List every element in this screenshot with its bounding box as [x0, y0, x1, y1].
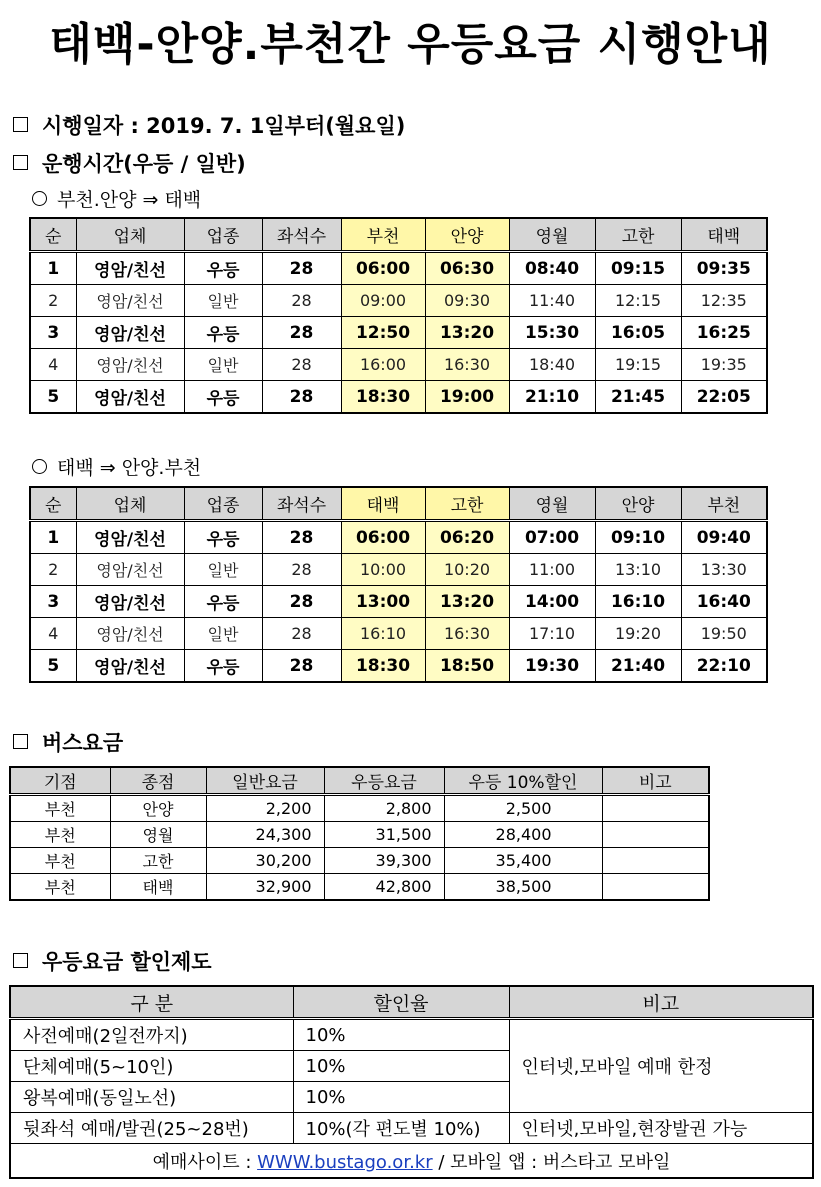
column-header: 할인율	[293, 986, 509, 1019]
column-header: 고한	[425, 487, 509, 521]
schedule1-heading-text: 부천.안양 ⇒ 태백	[57, 189, 202, 211]
table-cell: 일반	[184, 554, 262, 586]
column-header: 비고	[509, 986, 813, 1019]
table-cell: 13:10	[595, 554, 681, 586]
table-cell: 06:30	[425, 252, 509, 285]
table-cell: 1	[30, 252, 76, 285]
schedule1-heading	[32, 185, 201, 212]
table-row	[10, 874, 709, 901]
table-cell: 19:15	[595, 349, 681, 381]
table-row	[30, 618, 767, 650]
table-row	[30, 586, 767, 618]
table-cell: 18:30	[341, 381, 425, 414]
start-date-text: 시행일자 : 2019. 7. 1일부터(월요일)	[42, 114, 406, 138]
table-row	[10, 1113, 813, 1144]
column-header: 업종	[184, 487, 262, 521]
column-header: 우등요금	[324, 767, 444, 795]
table-cell: 15:30	[509, 317, 595, 349]
table-header-row	[10, 767, 709, 795]
table-cell	[602, 848, 709, 874]
table-cell: 고한	[110, 848, 206, 874]
table-cell: 12:15	[595, 285, 681, 317]
table-cell: 4	[30, 349, 76, 381]
discount-type-cell: 왕복예매(동일노선)	[10, 1082, 293, 1113]
discount-rate-cell: 10%	[293, 1019, 509, 1051]
column-header: 안양	[595, 487, 681, 521]
discount-rate-cell: 10%	[293, 1082, 509, 1113]
table-cell: 12:35	[681, 285, 767, 317]
column-header: 안양	[425, 218, 509, 252]
column-header: 영월	[509, 218, 595, 252]
table-cell: 06:20	[425, 521, 509, 554]
column-header: 태백	[681, 218, 767, 252]
column-header: 비고	[602, 767, 709, 795]
table-cell: 09:40	[681, 521, 767, 554]
table-row	[30, 381, 767, 414]
table-cell: 영암/친선	[76, 349, 184, 381]
table-row	[30, 252, 767, 285]
table-cell: 19:00	[425, 381, 509, 414]
table-cell: 우등	[184, 586, 262, 618]
table-header-row	[30, 487, 767, 521]
table-cell: 28	[262, 618, 341, 650]
discount-note-all: 인터넷,모바일,현장발권 가능	[509, 1113, 813, 1144]
table-cell: 영암/친선	[76, 554, 184, 586]
booking-site-link[interactable]: WWW.bustago.or.kr	[257, 1151, 433, 1173]
table-cell: 06:00	[341, 252, 425, 285]
circle-bullet-icon	[32, 459, 47, 474]
table-cell: 태백	[110, 874, 206, 901]
discount-type-cell: 단체예매(5~10인)	[10, 1051, 293, 1082]
table-row	[10, 1019, 813, 1051]
schedule2-heading	[32, 453, 201, 480]
table-cell: 28	[262, 252, 341, 285]
table-cell: 13:20	[425, 586, 509, 618]
table-cell: 32,900	[206, 874, 324, 901]
checkbox-square-icon	[13, 117, 28, 132]
table-row	[30, 349, 767, 381]
table-header-row	[30, 218, 767, 252]
column-header: 고한	[595, 218, 681, 252]
table-cell: 11:40	[509, 285, 595, 317]
discount-heading	[13, 946, 212, 976]
table-cell: 09:35	[681, 252, 767, 285]
page-title: 태백-안양.부천간 우등요금 시행안내	[49, 19, 772, 70]
table-cell: 영암/친선	[76, 618, 184, 650]
table-cell: 일반	[184, 618, 262, 650]
table-cell: 우등	[184, 381, 262, 414]
table-cell: 5	[30, 381, 76, 414]
checkbox-square-icon	[13, 155, 28, 170]
discount-type-cell: 뒷좌석 예매/발권(25~28번)	[10, 1113, 293, 1144]
table-cell: 부천	[10, 874, 110, 901]
table-cell: 16:10	[341, 618, 425, 650]
table-cell: 13:30	[681, 554, 767, 586]
start-date-line	[13, 110, 405, 140]
table-cell: 21:45	[595, 381, 681, 414]
fare-heading-text: 버스요금	[42, 731, 124, 755]
column-header: 순	[30, 218, 76, 252]
table-cell: 28	[262, 349, 341, 381]
circle-bullet-icon	[32, 191, 47, 206]
table-cell: 부천	[10, 822, 110, 848]
table-header-row	[10, 986, 813, 1019]
table-row	[30, 285, 767, 317]
table-cell: 18:40	[509, 349, 595, 381]
checkbox-square-icon	[13, 953, 28, 968]
fare-table	[9, 766, 710, 901]
table-cell: 16:05	[595, 317, 681, 349]
schedule-table-inbound	[29, 486, 768, 683]
table-cell: 13:20	[425, 317, 509, 349]
column-header: 기점	[10, 767, 110, 795]
table-cell: 35,400	[444, 848, 602, 874]
table-cell: 30,200	[206, 848, 324, 874]
footer-suffix: / 모바일 앱 : 버스타고 모바일	[432, 1151, 671, 1173]
table-cell: 31,500	[324, 822, 444, 848]
table-cell: 28	[262, 586, 341, 618]
table-cell: 09:10	[595, 521, 681, 554]
discount-table	[9, 985, 814, 1179]
table-cell: 19:50	[681, 618, 767, 650]
table-cell: 07:00	[509, 521, 595, 554]
table-row	[30, 554, 767, 586]
table-cell: 09:30	[425, 285, 509, 317]
column-header: 업체	[76, 218, 184, 252]
table-cell: 17:10	[509, 618, 595, 650]
table-cell: 09:00	[341, 285, 425, 317]
table-cell: 16:30	[425, 349, 509, 381]
table-row	[10, 848, 709, 874]
table-cell: 10:00	[341, 554, 425, 586]
column-header: 종점	[110, 767, 206, 795]
table-row	[30, 650, 767, 683]
table-cell: 28	[262, 317, 341, 349]
column-header: 우등 10%할인	[444, 767, 602, 795]
table-cell: 16:25	[681, 317, 767, 349]
column-header: 업체	[76, 487, 184, 521]
table-cell: 영암/친선	[76, 521, 184, 554]
table-cell	[602, 874, 709, 901]
table-cell	[602, 795, 709, 822]
booking-footer-row	[10, 1144, 813, 1179]
column-header: 일반요금	[206, 767, 324, 795]
table-cell: 08:40	[509, 252, 595, 285]
table-cell: 부천	[10, 795, 110, 822]
table-cell: 14:00	[509, 586, 595, 618]
table-cell: 28	[262, 650, 341, 683]
column-header: 좌석수	[262, 487, 341, 521]
table-cell: 3	[30, 317, 76, 349]
table-cell: 28	[262, 285, 341, 317]
schedule2-heading-text: 태백 ⇒ 안양.부천	[57, 457, 202, 479]
schedule-heading	[13, 148, 246, 178]
table-cell: 16:30	[425, 618, 509, 650]
table-cell: 18:50	[425, 650, 509, 683]
column-header: 영월	[509, 487, 595, 521]
discount-heading-text: 우등요금 할인제도	[42, 950, 212, 974]
table-cell: 2	[30, 285, 76, 317]
schedule-table-outbound	[29, 217, 768, 414]
table-cell: 5	[30, 650, 76, 683]
table-cell: 24,300	[206, 822, 324, 848]
table-row	[30, 317, 767, 349]
discount-type-cell: 사전예매(2일전까지)	[10, 1019, 293, 1051]
table-row	[10, 822, 709, 848]
table-cell	[602, 822, 709, 848]
discount-rate-cell: 10%(각 편도별 10%)	[293, 1113, 509, 1144]
table-cell: 1	[30, 521, 76, 554]
table-cell: 09:15	[595, 252, 681, 285]
schedule-heading-text: 운행시간(우등 / 일반)	[42, 152, 246, 176]
footer-prefix: 예매사이트 :	[152, 1151, 258, 1173]
table-cell: 16:10	[595, 586, 681, 618]
table-cell: 18:30	[341, 650, 425, 683]
booking-footer	[10, 1144, 813, 1179]
table-cell: 영암/친선	[76, 252, 184, 285]
table-cell: 21:40	[595, 650, 681, 683]
table-cell: 2,500	[444, 795, 602, 822]
table-cell: 2,200	[206, 795, 324, 822]
table-cell: 영월	[110, 822, 206, 848]
column-header: 구 분	[10, 986, 293, 1019]
table-cell: 16:00	[341, 349, 425, 381]
table-cell: 42,800	[324, 874, 444, 901]
table-cell: 4	[30, 618, 76, 650]
fare-heading	[13, 727, 123, 757]
table-cell: 06:00	[341, 521, 425, 554]
table-cell: 22:05	[681, 381, 767, 414]
table-cell: 19:35	[681, 349, 767, 381]
table-cell: 안양	[110, 795, 206, 822]
table-cell: 2,800	[324, 795, 444, 822]
table-cell: 우등	[184, 317, 262, 349]
column-header: 좌석수	[262, 218, 341, 252]
table-cell: 영암/친선	[76, 285, 184, 317]
table-cell: 영암/친선	[76, 586, 184, 618]
table-cell: 2	[30, 554, 76, 586]
table-cell: 38,500	[444, 874, 602, 901]
column-header: 부천	[341, 218, 425, 252]
table-cell: 28	[262, 554, 341, 586]
table-cell: 19:30	[509, 650, 595, 683]
table-cell: 영암/친선	[76, 317, 184, 349]
table-cell: 22:10	[681, 650, 767, 683]
column-header: 업종	[184, 218, 262, 252]
checkbox-square-icon	[13, 734, 28, 749]
table-cell: 우등	[184, 521, 262, 554]
table-cell: 11:00	[509, 554, 595, 586]
column-header: 태백	[341, 487, 425, 521]
table-cell: 우등	[184, 650, 262, 683]
table-row	[30, 521, 767, 554]
table-cell: 10:20	[425, 554, 509, 586]
discount-note-online: 인터넷,모바일 예매 한정	[509, 1019, 813, 1113]
column-header: 순	[30, 487, 76, 521]
table-cell: 우등	[184, 252, 262, 285]
table-row	[10, 795, 709, 822]
table-cell: 21:10	[509, 381, 595, 414]
table-cell: 13:00	[341, 586, 425, 618]
column-header: 부천	[681, 487, 767, 521]
table-cell: 19:20	[595, 618, 681, 650]
table-cell: 영암/친선	[76, 381, 184, 414]
table-cell: 영암/친선	[76, 650, 184, 683]
table-cell: 일반	[184, 349, 262, 381]
table-cell: 12:50	[341, 317, 425, 349]
table-cell: 일반	[184, 285, 262, 317]
table-cell: 39,300	[324, 848, 444, 874]
table-cell: 28	[262, 521, 341, 554]
table-cell: 부천	[10, 848, 110, 874]
table-cell: 28	[262, 381, 341, 414]
table-cell: 16:40	[681, 586, 767, 618]
table-cell: 3	[30, 586, 76, 618]
discount-rate-cell: 10%	[293, 1051, 509, 1082]
table-cell: 28,400	[444, 822, 602, 848]
